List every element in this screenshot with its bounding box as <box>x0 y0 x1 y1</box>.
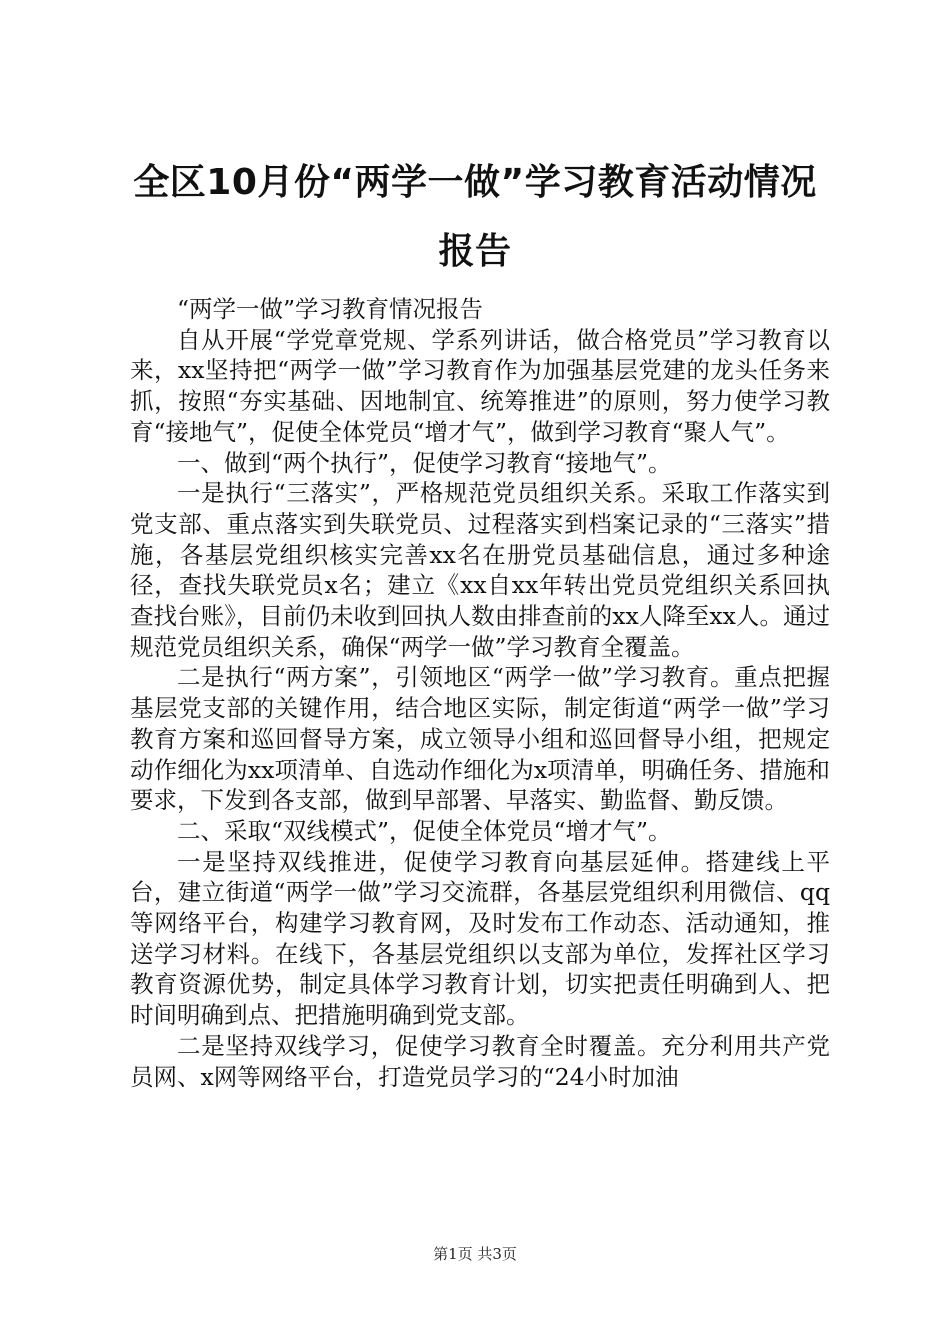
paragraph-two-plans: 二是执行“两方案”，引领地区“两学一做”学习教育。重点把握基层党支部的关键作用，结合地区实际，制定街道“两学一做”学习教育方案和巡回督导方案，成立领导小组和巡回督导小组，把规定动作细化为xx项清单、自选动作细化为x项清单，明确任务、措施和要求，下发到各支部，做到早部署、早落实、勤监督、勤反馈。 <box>130 663 830 815</box>
document-title-line1: 全区10月份“两学一做”学习教育活动情况 <box>133 162 817 203</box>
section-heading-2: 二、采取“双线模式”，促使全体党员“增才气”。 <box>177 816 672 845</box>
paragraph-dual-track-advance: 一是坚持双线推进，促使学习教育向基层延伸。搭建线上平台，建立街道“两学一做”学习交流群，各基层党组织利用微信、qq等网络平台，构建学习教育网，及时发布工作动态、活动通知，推送学习材料。在线下，各基层党组织以支部为单位，发挥社区学习教育资源优势，制定具体学习教育计划，切实把责任明确到人、把时间明确到点、把措施明确到党支部。 <box>130 847 830 1030</box>
paragraph-intro: 自从开展“学党章党规、学系列讲话，做合格党员”学习教育以来，xx坚持把“两学一做”学习教育作为加强基层党建的龙头任务来抓，按照“夯实基础、因地制宜、统筹推进”的原则，努力使学习教育“接地气”，促使全体党员“增才气”，做到学习教育“聚人气”。 <box>130 325 830 446</box>
document-title-line2: 报告 <box>438 231 512 272</box>
paragraph-report-heading: “两学一做”学习教育情况报告 <box>177 295 484 323</box>
paragraph-three-implementations: 一是执行“三落实”，严格规范党员组织关系。采取工作落实到党支部、重点落实到失联党员、过程落实到档案记录的“三落实”措施，各基层党组织核实完善xx名在册党员基础信息，通过多种途径，查找失联党员x名；建立《xx自xx年转出党员党组织关系回执查找台账》，目前仍未收到回执人数由排查前的xx人降至xx人。通过规范党员组织关系，确保“两学一做”学习教育全覆盖。 <box>130 479 830 661</box>
section-heading-1: 一、做到“两个执行”，促使学习教育“接地气”。 <box>177 448 672 477</box>
paragraph-dual-track-study: 二是坚持双线学习，促使学习教育全时覆盖。充分利用共产党员网、x网等网络平台，打造党员学习的“24小时加油 <box>130 1031 830 1091</box>
document-body <box>130 294 830 1092</box>
page-footer: 第1页 共3页 <box>433 1245 517 1263</box>
